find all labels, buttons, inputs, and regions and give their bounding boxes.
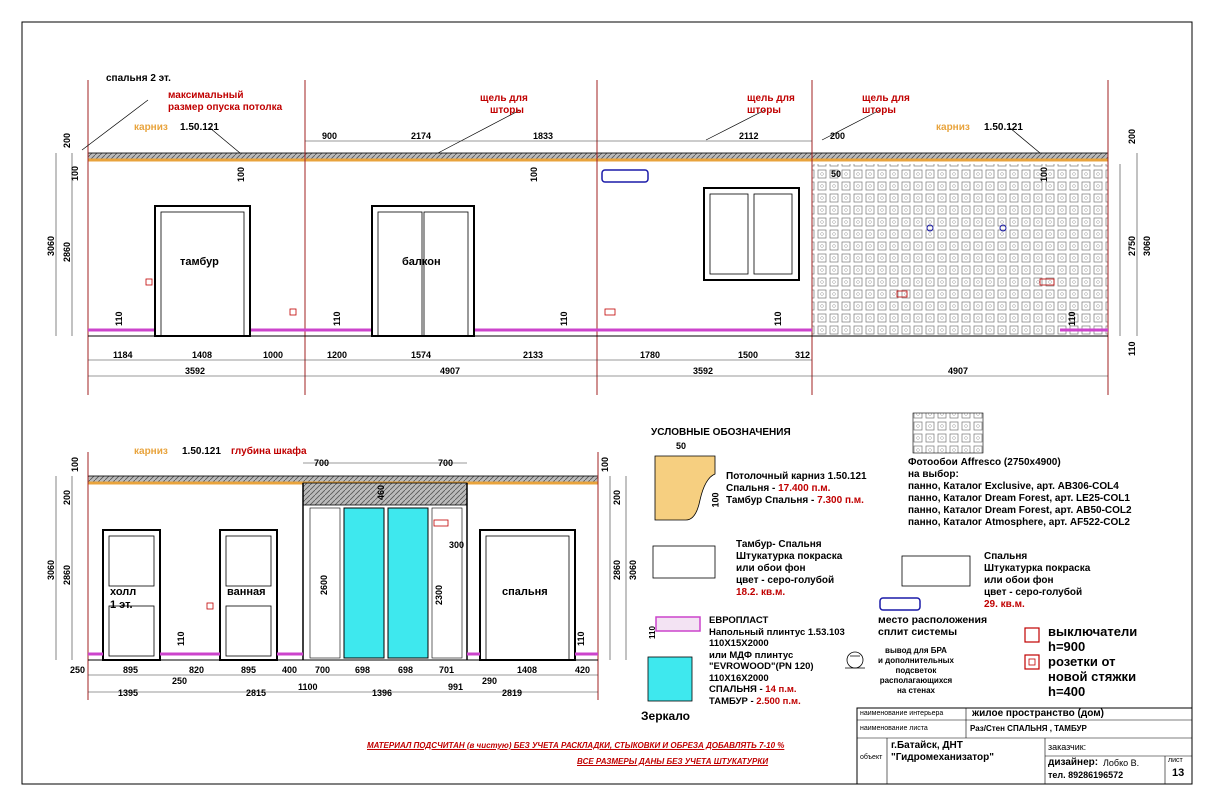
legend-line	[726, 483, 867, 495]
dim-height: 100	[70, 165, 80, 181]
door-label: 1 эт.	[110, 599, 133, 611]
cornice-code: 1.50.121	[984, 122, 1023, 133]
ceiling-note: максимальный	[168, 90, 244, 101]
wardrobe-depth-label: глубина шкафа	[231, 446, 307, 457]
split-system	[602, 170, 648, 182]
legend-line: розетки от	[1048, 654, 1116, 669]
dim-height: 110	[1067, 311, 1077, 326]
legend-plinth-height: 110	[647, 626, 657, 639]
tb-designer-label: дизайнер:	[1048, 757, 1099, 768]
cornice-label: карниз	[936, 122, 970, 133]
legend-line: Спальня	[984, 551, 1028, 562]
legend-line: панно, Каталог Dream Forest, арт. AB50-COL2	[908, 505, 1132, 516]
tb-interior-value: жилое пространство (дом)	[972, 708, 1104, 719]
tb-phone: тел. 89286196572	[1048, 770, 1124, 780]
dim-height: 3060	[46, 559, 56, 580]
plinth-icon	[656, 617, 700, 631]
cornice-label: карниз	[134, 446, 168, 457]
legend-value: 17.400 п.м.	[778, 483, 831, 494]
dim-value: 900	[322, 131, 338, 141]
dim-total: 3592	[185, 366, 206, 376]
socket	[207, 603, 213, 609]
dim-value: 400	[282, 665, 298, 675]
dim-value: 1408	[517, 665, 538, 675]
dim-height: 200	[62, 132, 72, 148]
dim-height: 2750	[1127, 235, 1137, 256]
dim-value: 1500	[738, 350, 759, 360]
socket	[146, 279, 152, 285]
window	[704, 188, 799, 280]
dim-total: 991	[448, 682, 464, 692]
door-label: тамбур	[180, 256, 219, 268]
dim-height: 110	[1127, 341, 1137, 356]
legend-value: 14 п.м.	[765, 684, 797, 695]
photo-wallpaper-panel	[812, 164, 1108, 336]
dim-value: 1574	[411, 350, 432, 360]
legend-line: или обои фон	[984, 575, 1054, 586]
door-label: ванная	[227, 586, 266, 598]
dim-value: 820	[189, 665, 205, 675]
dim-value: 2300	[434, 584, 444, 605]
mirror-door	[388, 508, 428, 658]
dim-total: 1395	[118, 688, 139, 698]
tambur-finish-swatch	[653, 546, 715, 578]
legend-line: ТАМБУР -	[709, 695, 757, 707]
legend-line: новой стяжки	[1048, 669, 1137, 684]
legend-line: подсветок	[895, 666, 937, 675]
dim-value: 1184	[113, 350, 133, 360]
dim-height: 100	[529, 166, 539, 182]
legend-line: СПАЛЬНЯ -	[709, 684, 766, 695]
legend-line	[709, 696, 845, 708]
legend-line: или МДФ плинтус	[709, 649, 794, 661]
dim-value: 700	[314, 458, 330, 468]
cornice-code: 1.50.121	[180, 122, 219, 133]
dim-value: 895	[241, 665, 257, 675]
dim-value: 698	[355, 665, 371, 675]
dim-height: 2860	[62, 241, 72, 262]
cornice-label: карниз	[134, 122, 168, 133]
legend-value: 29. кв.м.	[984, 599, 1025, 610]
legend-line: располагающихся	[879, 676, 953, 685]
dim-height: 200	[1127, 128, 1137, 144]
cornice-code: 1.50.121	[182, 446, 221, 457]
bedroom-finish-swatch	[902, 556, 970, 586]
dim-value: 420	[575, 665, 591, 675]
socket	[290, 309, 296, 315]
dim-total: 1100	[298, 682, 318, 692]
dim-value: 1833	[533, 131, 554, 141]
legend-line: цвет - серо-голубой	[736, 575, 835, 586]
dim-value: 698	[398, 665, 414, 675]
mirror-door	[344, 508, 384, 658]
socket-icon	[1025, 655, 1039, 669]
dim-height: 110	[559, 311, 569, 326]
legend-line: Штукатурка покраска	[736, 551, 843, 562]
socket	[434, 520, 448, 526]
dim-total: 4907	[440, 366, 461, 376]
dim-height: 2860	[62, 564, 72, 585]
dim-height: 100	[600, 456, 610, 472]
dim-value: 701	[439, 665, 455, 675]
legend-line: ЕВРОПЛАСТ	[709, 615, 769, 626]
legend-line: Потолочный карниз 1.50.121	[726, 471, 867, 482]
tb-sheet-label: наименование листа	[860, 725, 928, 732]
dim-total: 2815	[246, 688, 267, 698]
legend-light-text	[878, 646, 954, 696]
legend-line: Штукатурка покраска	[984, 563, 1091, 574]
dim-height: 100	[70, 456, 80, 472]
slot-note: щель для	[747, 93, 795, 104]
bottom-elevation	[56, 452, 626, 700]
dim-value: 200	[830, 131, 846, 141]
legend-line	[726, 495, 867, 507]
legend-switch-text	[1048, 624, 1137, 699]
legend-line: и дополнительных	[878, 656, 954, 665]
dim-value: 2174	[411, 131, 432, 141]
legend-line: место расположения	[878, 614, 988, 626]
tb-list-number: 13	[1172, 767, 1185, 779]
door-balcony	[372, 206, 474, 336]
legend-photo-text	[908, 457, 1132, 529]
dim-value: 50	[831, 169, 842, 179]
wardrobe-panel	[432, 508, 465, 658]
legend-line: цвет - серо-голубой	[984, 587, 1083, 598]
dim-value: 290	[482, 676, 498, 686]
dim-height: 110	[176, 631, 186, 646]
dim-height: 100	[236, 166, 246, 182]
legend-line: панно, Каталог Exclusive, арт. AB306-COL4	[908, 481, 1119, 492]
slot-note: шторы	[747, 105, 781, 116]
legend-line: 110Х16Х2000	[709, 672, 769, 684]
dim-height: 200	[62, 489, 72, 505]
dim-total: 1396	[372, 688, 393, 698]
legend-line: Фотообои Affresco (2750х4900)	[908, 457, 1061, 468]
tb-designer-name: Лобко В.	[1103, 758, 1140, 768]
legend-line: на выбор:	[908, 469, 959, 480]
dim-height: 110	[114, 311, 124, 326]
legend-line: Тамбур Спальня -	[726, 495, 818, 506]
slot-note: шторы	[490, 105, 524, 116]
dim-total: 3592	[693, 366, 714, 376]
dim-value: 700	[315, 665, 331, 675]
note-material: МАТЕРИАЛ ПОДСЧИТАН (в чистую) БЕЗ УЧЕТА РАСКЛАДКИ, СТЫКОВКИ И ОБРЕЗА ДОБАВЛЯТЬ 7-10 %	[367, 741, 785, 750]
legend-cornice-width: 50	[676, 441, 687, 451]
mirror-swatch	[648, 657, 692, 701]
dim-height: 110	[773, 311, 783, 326]
split-system-icon	[880, 598, 920, 610]
slot-note: щель для	[480, 93, 528, 104]
dim-value: 1000	[263, 350, 284, 360]
dim-value: 460	[376, 484, 386, 500]
ceiling-note: размер опуска потолка	[168, 102, 283, 113]
door-tambur	[155, 206, 250, 336]
legend-line: Тамбур- Спальня	[736, 539, 822, 550]
legend-line: 110Х15Х2000	[709, 638, 769, 649]
wall-light-icon	[845, 652, 865, 668]
tb-customer-label: заказчик:	[1048, 742, 1087, 752]
dim-value: 250	[70, 665, 86, 675]
legend-line: или обои фон	[736, 563, 806, 574]
tb-object-value	[891, 740, 994, 764]
dim-total: 2819	[502, 688, 523, 698]
leader-line	[438, 110, 520, 153]
slot-note: шторы	[862, 105, 896, 116]
dim-value: 1408	[192, 350, 213, 360]
legend-plinth-text	[709, 615, 845, 707]
dim-value: 300	[449, 540, 465, 550]
tb-line: "Гидромеханизатор"	[891, 752, 995, 763]
cornice-profile-icon	[655, 456, 715, 520]
legend-line: панно, Каталог Atmosphere, арт. AF522-COL2	[908, 517, 1130, 528]
legend-line: выключатели	[1048, 624, 1138, 639]
slot-note: щель для	[862, 93, 910, 104]
legend-mirror: Зеркало	[641, 709, 690, 723]
legend-value: 2.500 п.м.	[756, 695, 801, 707]
legend-value: 7.300 п.м.	[817, 495, 864, 506]
door-label: спальня	[502, 586, 548, 598]
dim-value: 895	[123, 665, 139, 675]
dim-height: 2860	[612, 559, 622, 580]
legend-line: h=900	[1048, 639, 1086, 654]
legend-title: УСЛОВНЫЕ ОБОЗНАЧЕНИЯ	[651, 427, 791, 438]
legend-tambur-text	[736, 539, 842, 599]
dim-height: 3060	[1142, 235, 1152, 256]
legend-line: "EVROWOOD"(PN 120)	[709, 661, 814, 672]
legend-line: h=400	[1048, 684, 1086, 699]
dim-value: 1780	[640, 350, 661, 360]
legend-line: Спальня -	[726, 483, 779, 494]
dim-value: 2600	[319, 574, 329, 595]
legend-value: 18.2. кв.м.	[736, 587, 786, 598]
dim-value: 2112	[739, 131, 759, 141]
dim-value: 312	[795, 350, 811, 360]
door-label: балкон	[402, 256, 441, 268]
legend-cornice-text	[726, 471, 867, 507]
socket	[605, 309, 615, 315]
dim-height: 100	[1039, 166, 1049, 182]
dim-height: 110	[576, 631, 586, 646]
view-title: спальня 2 эт.	[106, 73, 171, 84]
note-dimensions: ВСЕ РАЗМЕРЫ ДАНЫ БЕЗ УЧЕТА ШТУКАТУРКИ	[577, 757, 769, 766]
tb-sheet-value: Раз/Стен СПАЛЬНЯ , ТАМБУР	[970, 724, 1087, 733]
tb-line: г.Батайск, ДНТ	[891, 740, 963, 751]
legend-line: Напольный плинтус 1.53.103	[709, 626, 845, 638]
dim-value: 1200	[327, 350, 348, 360]
dim-height: 200	[612, 489, 622, 505]
legend-line: вывод для БРА	[885, 646, 947, 655]
switch-icon	[1025, 628, 1039, 642]
dim-total: 4907	[948, 366, 969, 376]
photo-wallpaper-swatch	[913, 413, 983, 453]
legend-line: панно, Каталог Dream Forest, арт. LE25-COL1	[908, 493, 1130, 504]
legend-cornice-height: 100	[710, 492, 721, 508]
dim-height: 3060	[46, 235, 56, 256]
legend-split-text	[878, 614, 987, 638]
legend-line: на стенах	[896, 686, 935, 695]
dim-height: 3060	[628, 559, 638, 580]
dim-value: 700	[438, 458, 454, 468]
legend-line: сплит системы	[878, 626, 958, 638]
dim-value: 2133	[523, 350, 544, 360]
tb-object-label: объект	[860, 754, 883, 761]
tb-interior-label: наименование интерьера	[860, 710, 944, 717]
legend-line	[709, 684, 845, 696]
legend-bedroom-text	[984, 551, 1090, 611]
dim-value: 250	[172, 676, 188, 686]
door-label: холл	[110, 586, 137, 598]
tb-list-label: лист	[1168, 757, 1183, 764]
dim-height: 110	[332, 311, 342, 326]
